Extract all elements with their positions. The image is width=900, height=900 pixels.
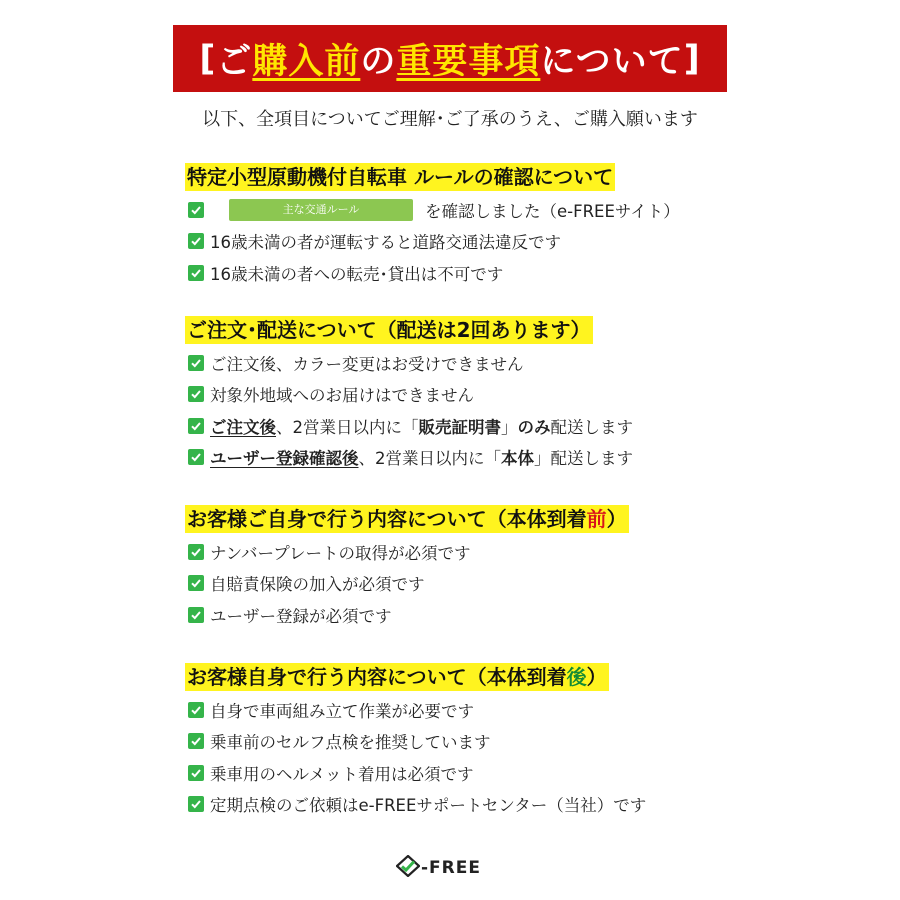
banner-highlight-1: 購入前 <box>252 41 361 82</box>
traffic-rules-link-button[interactable]: 主な交通ルール <box>229 199 413 221</box>
section-heading-accent: 前 <box>586 507 607 531</box>
list-item <box>188 726 646 758</box>
section-before-arrival <box>185 505 629 631</box>
emphasis-bold: のみ <box>517 417 551 437</box>
list-item-text: 」配送します <box>534 449 633 469</box>
list-item <box>188 536 629 568</box>
logo-text: -FREE <box>421 858 481 878</box>
checkbox-checked-icon <box>188 796 204 812</box>
section-heading: 特定小型原動機付自転車 ルールの確認について <box>187 165 614 189</box>
emphasis-bold: 本体 <box>501 449 534 469</box>
checkbox-checked-icon <box>188 544 204 560</box>
checkbox-checked-icon <box>188 607 204 623</box>
list-item <box>188 226 680 258</box>
checkbox-checked-icon <box>188 765 204 781</box>
banner-text-1: ご <box>216 41 253 82</box>
list-item-text: 16歳未満の者が運転すると道路交通法違反です <box>210 233 561 253</box>
list-item-text: ご注文後、カラー変更はお受けできません <box>210 354 524 374</box>
list-item-text: を確認しました（e-FREEサイト） <box>425 201 680 221</box>
section-heading <box>185 663 609 691</box>
list-item-text: 、2営業日以内に「 <box>276 417 419 437</box>
section-order-delivery <box>185 316 633 473</box>
checkbox-checked-icon <box>188 702 204 718</box>
section-heading: ご注文･配送について（配送は2回あります） <box>187 318 591 342</box>
emphasis-underlined: ご注文後 <box>210 417 276 437</box>
checkbox-checked-icon <box>188 575 204 591</box>
list-item <box>188 789 646 821</box>
list-item-text: 自身で車両組み立て作業が必要です <box>210 701 474 721</box>
section-heading-text: ） <box>606 507 627 531</box>
list-item-text: 」 <box>501 417 518 437</box>
checkbox-checked-icon <box>188 355 204 371</box>
list-item-text: 乗車用のヘルメット着用は必須です <box>210 764 474 784</box>
section-after-arrival <box>185 663 646 820</box>
section-heading-text: お客様ご自身で行う内容について（本体到着 <box>187 507 587 531</box>
list-item <box>188 442 633 474</box>
list-item <box>188 599 629 631</box>
banner-bracket-open: [ <box>199 38 217 79</box>
emphasis-underlined: ユーザー登録確認後 <box>210 449 359 469</box>
list-item-text: 自賠責保険の加入が必須です <box>210 575 425 595</box>
checkbox-checked-icon <box>188 202 204 218</box>
list-item <box>188 194 680 226</box>
section-heading-text: ） <box>586 665 607 689</box>
list-item <box>188 757 646 789</box>
list-item <box>188 568 629 600</box>
list-item-text: 16歳未満の者への転売･貸出は不可です <box>210 264 504 284</box>
banner-highlight-2: 重要事項 <box>396 41 541 82</box>
list-item <box>188 694 646 726</box>
title-banner <box>173 25 727 92</box>
checkbox-checked-icon <box>188 449 204 465</box>
list-item-text: 、2営業日以内に「 <box>358 449 501 469</box>
list-item <box>188 410 633 442</box>
checkbox-checked-icon <box>188 418 204 434</box>
section-heading-accent: 後 <box>566 665 587 689</box>
list-item-text: ナンバープレートの取得が必須です <box>210 543 471 563</box>
intro-text: 以下、全項目についてご理解･ご了承のうえ、ご購入願います <box>202 109 698 130</box>
section-rules <box>185 163 680 289</box>
list-item-text: 定期点検のご依頼はe-FREEサポートセンター（当社）です <box>210 796 647 816</box>
list-item-text: 乗車前のセルフ点検を推奨しています <box>210 733 491 753</box>
e-free-logo <box>396 856 481 880</box>
checkbox-checked-icon <box>188 733 204 749</box>
section-heading-text: お客様自身で行う内容について（本体到着 <box>187 665 567 689</box>
list-item <box>188 257 680 289</box>
section-heading <box>185 505 629 533</box>
emphasis-bold: 販売証明書 <box>418 417 501 437</box>
checkbox-checked-icon <box>188 386 204 402</box>
checkbox-checked-icon <box>188 233 204 249</box>
checkbox-checked-icon <box>188 265 204 281</box>
list-item-text: ユーザー登録が必須です <box>210 606 392 626</box>
list-item <box>188 347 633 379</box>
banner-bracket-close: ] <box>683 38 701 79</box>
list-item-text: 対象外地域へのお届けはできません <box>210 386 474 406</box>
list-item <box>188 379 633 411</box>
banner-text-3: について <box>540 41 684 82</box>
banner-text-2: の <box>360 41 397 82</box>
list-item-text: 配送します <box>550 417 633 437</box>
e-free-logo-icon <box>396 855 420 881</box>
